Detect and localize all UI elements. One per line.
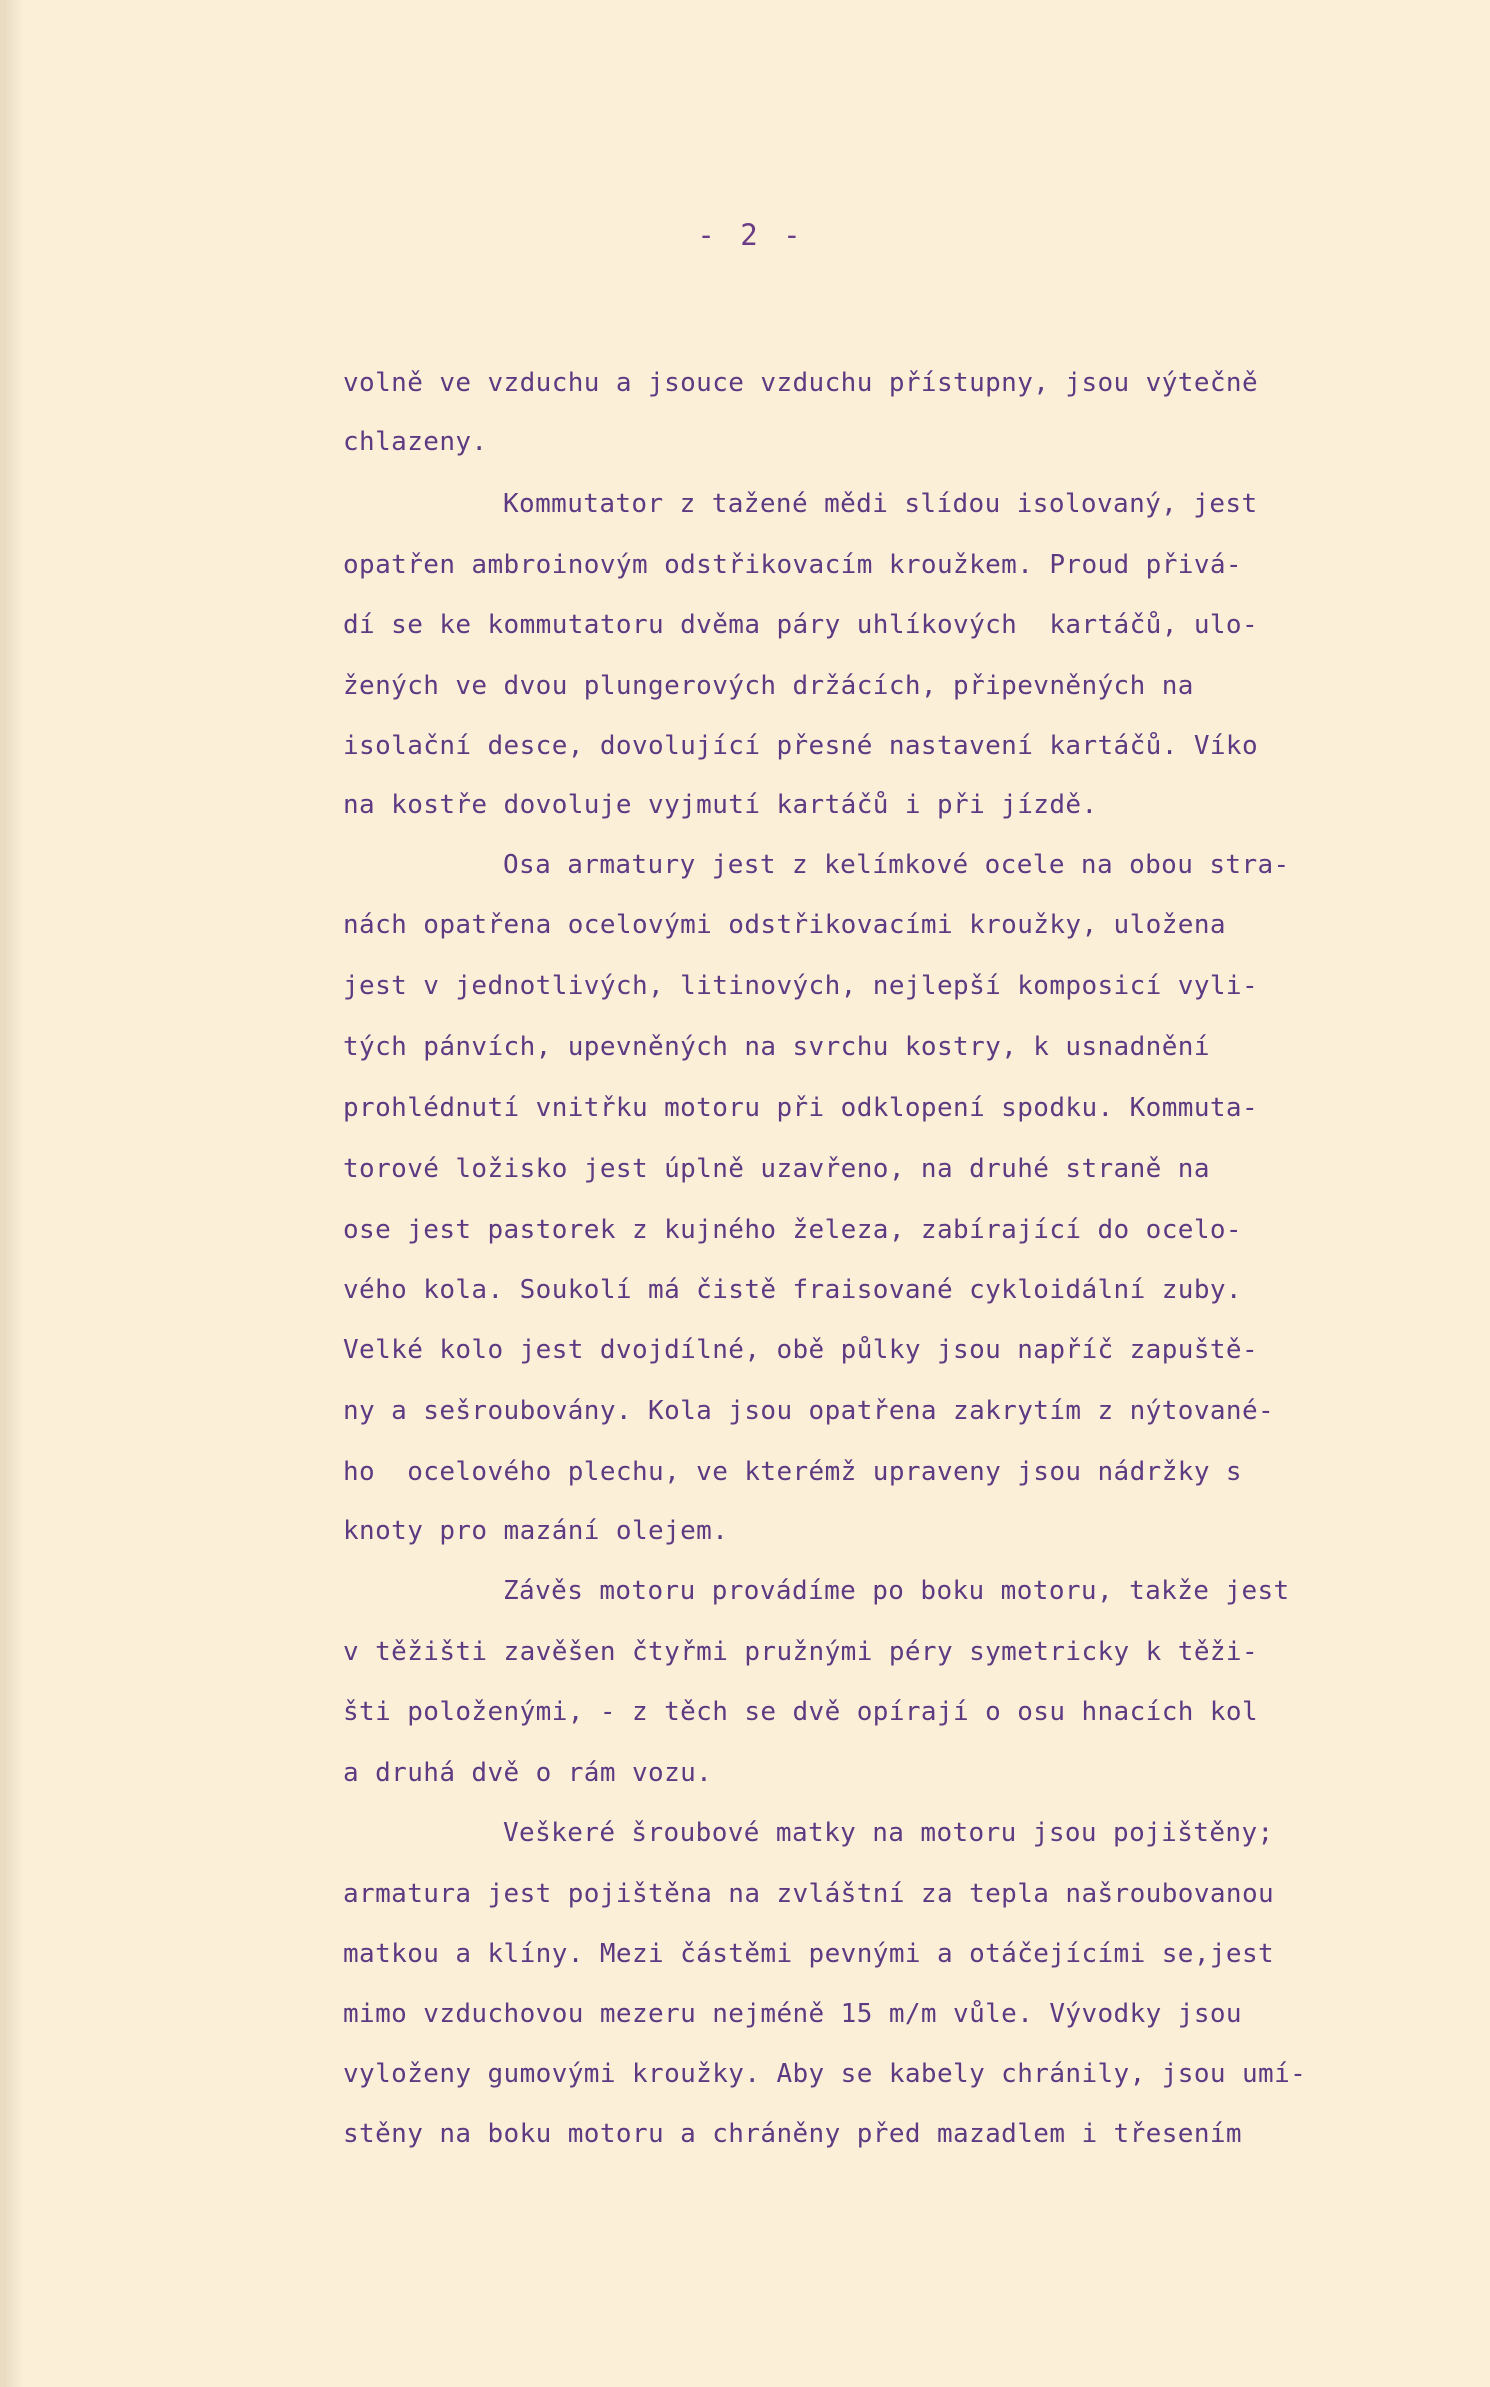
text-line: a druhá dvě o rám vozu. [343, 1758, 713, 1788]
text-line: opatřen ambroinovým odstřikovacím kroužkem. Proud přivá- [343, 550, 1242, 580]
text-line: vyloženy gumovými kroužky. Aby se kabely chránily, jsou umí- [343, 2059, 1307, 2089]
text-line: chlazeny. [343, 427, 488, 457]
text-line: ho ocelového plechu, ve kterémž upraveny jsou nádržky s [343, 1457, 1242, 1487]
text-line: dí se ke kommutatoru dvěma páry uhlíkových kartáčů, ulo- [343, 610, 1259, 640]
text-line: isolační desce, dovolující přesné nastavení kartáčů. Víko [343, 731, 1259, 761]
page-edge-shadow [6, 0, 24, 2387]
text-line: matkou a klíny. Mezi částěmi pevnými a otáčejícími se,jest [343, 1939, 1275, 1969]
text-line: Kommutator z tažené mědi slídou isolovaný, jest [503, 489, 1258, 519]
text-line: šti položenými, - z těch se dvě opírají o osu hnacích kol [343, 1697, 1259, 1727]
text-line: tých pánvích, upevněných na svrchu kostry, k usnadnění [343, 1032, 1210, 1062]
text-line: stěny na boku motoru a chráněny před mazadlem i třesením [343, 2119, 1242, 2149]
text-line: prohlédnutí vnitřku motoru při odklopení spodku. Kommuta- [343, 1093, 1259, 1123]
text-line: žených ve dvou plungerových držácích, připevněných na [343, 671, 1194, 701]
text-line: v těžišti zavěšen čtyřmi pružnými péry symetricky k těži- [343, 1637, 1259, 1667]
text-line: Osa armatury jest z kelímkové ocele na obou stra- [503, 850, 1290, 880]
text-line: ny a sešroubovány. Kola jsou opatřena zakrytím z nýtované- [343, 1396, 1275, 1426]
text-line: Veškeré šroubové matky na motoru jsou pojištěny; [503, 1818, 1274, 1848]
text-line: armatura jest pojištěna na zvláštní za tepla našroubovanou [343, 1879, 1275, 1909]
text-line: jest v jednotlivých, litinových, nejlepší komposicí vyli- [343, 971, 1259, 1001]
text-line: ose jest pastorek z kujného železa, zabírající do ocelo- [343, 1215, 1242, 1245]
text-line: na kostře dovoluje vyjmutí kartáčů i při jízdě. [343, 790, 1098, 820]
text-line: torové ložisko jest úplně uzavřeno, na druhé straně na [343, 1154, 1210, 1184]
text-line: nách opatřena ocelovými odstřikovacími kroužky, uložena [343, 910, 1226, 940]
text-line: mimo vzduchovou mezeru nejméně 15 m/m vůle. Vývodky jsou [343, 1999, 1242, 2029]
text-line: vého kola. Soukolí má čistě fraisované cykloidální zuby. [343, 1275, 1242, 1305]
text-line: Velké kolo jest dvojdílné, obě půlky jsou napříč zapuště- [343, 1335, 1259, 1365]
text-line: Závěs motoru provádíme po boku motoru, takže jest [503, 1576, 1290, 1606]
page-number: - 2 - [697, 218, 805, 252]
text-line: knoty pro mazání olejem. [343, 1516, 729, 1546]
text-line: volně ve vzduchu a jsouce vzduchu přístupny, jsou výtečně [343, 368, 1259, 398]
